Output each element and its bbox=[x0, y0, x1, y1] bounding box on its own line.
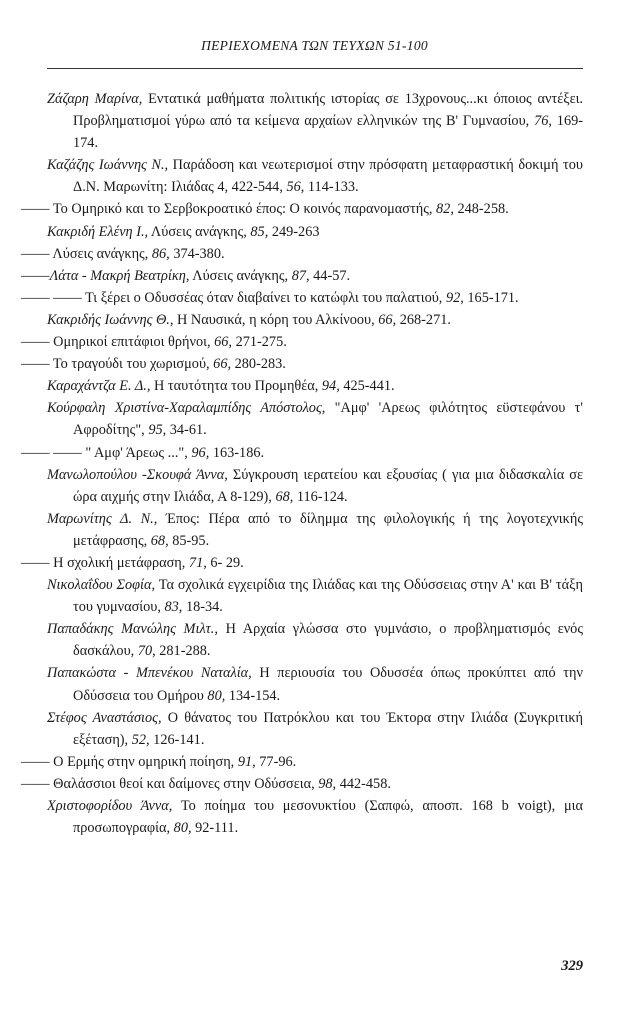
entry-pages: 134-154. bbox=[225, 687, 281, 704]
entry-issue: 70, bbox=[137, 643, 156, 660]
index-entry bbox=[47, 795, 583, 839]
index-entry bbox=[47, 618, 583, 662]
entry-title: Λύσεις ανάγκης, bbox=[49, 245, 152, 262]
entry-issue: 76, bbox=[534, 113, 552, 130]
entry-issue: 80, bbox=[207, 687, 226, 704]
header-rule bbox=[47, 68, 583, 69]
index-entry bbox=[47, 464, 583, 508]
entry-pages: 34-61. bbox=[166, 422, 207, 439]
entry-pages: 165-171. bbox=[463, 289, 519, 306]
index-entry bbox=[47, 221, 583, 243]
entry-title: Εντατικά μαθήματα πολιτικής ιστορίας σε 13χρονους...κι όποιος αντέξει. Προβληματισμοί γύρω από τα κείμενα αρχαίων ελληνικών της Β' Γυμνασίου, bbox=[73, 91, 583, 130]
entry-issue: 92, bbox=[445, 289, 464, 306]
entry-pages: 114-133. bbox=[304, 179, 359, 196]
entry-author: Καραχάντζα Ε. Δ., bbox=[47, 378, 151, 395]
index-entry bbox=[21, 243, 583, 265]
index-entries bbox=[21, 88, 584, 839]
index-entry bbox=[21, 331, 583, 353]
entry-title: Το Ομηρικό και το Σερβοκροατικό έπος: Ο κοινός παρανομαστής, bbox=[49, 201, 437, 218]
entry-issue: 68, bbox=[150, 532, 169, 549]
entry-title: Το τραγούδι του χωρισμού, bbox=[49, 356, 214, 373]
entry-title: Η περιουσία του Οδυσσέα όπως προκύπτει από την Οδύσσεια του Ομήρου bbox=[73, 665, 583, 704]
entry-issue: 56, bbox=[286, 179, 305, 196]
entry-author: Κακριδής Ιωάννης Θ., bbox=[47, 311, 174, 328]
entry-title: Η σχολική μετάφραση, bbox=[49, 554, 189, 571]
repeat-author-dash: —— bbox=[21, 201, 50, 218]
entry-pages: 271-275. bbox=[232, 334, 287, 351]
index-entry bbox=[47, 508, 583, 552]
entry-title: Έπος: Πέρα από το δίλημμα της φιλολογικής ή της λογοτεχνικής μετάφρασης, bbox=[73, 510, 583, 549]
entry-title: Η Ναυσικά, η κόρη του Αλκίνοου, bbox=[173, 311, 379, 328]
entry-title: Ομηρικοί επιτάφιοι θρήνοι, bbox=[49, 334, 215, 351]
index-entry bbox=[47, 88, 583, 154]
entry-pages: 374-380. bbox=[169, 245, 225, 262]
repeat-author-dash: —— bbox=[21, 775, 50, 792]
index-entry bbox=[47, 309, 583, 331]
index-entry bbox=[47, 574, 583, 618]
entry-pages: 85-95. bbox=[168, 532, 210, 549]
entry-title: Ο Ερμής στην ομηρική ποίηση, bbox=[49, 753, 238, 770]
index-entry bbox=[21, 773, 583, 795]
entry-pages: 6- 29. bbox=[206, 554, 244, 571]
entry-issue: 83, bbox=[164, 599, 183, 616]
entry-title: Η ταυτότητα του Προμηθέα, bbox=[150, 378, 322, 395]
repeat-author-dash: —— —— bbox=[21, 289, 82, 306]
entry-issue: 82, bbox=[436, 201, 454, 218]
entry-issue: 86, bbox=[151, 245, 170, 262]
entry-author: Κακριδή Ελένη Ι., bbox=[47, 223, 149, 240]
entry-title: Παράδοση και νεωτερισμοί στην πρόσφατη μεταφραστική δοκιμή του Δ.Ν. Μαρωνίτη: Ιλιάδας 4, 422-544, bbox=[73, 157, 583, 196]
entry-issue: 95, bbox=[148, 422, 167, 439]
entry-pages: 169-174. bbox=[73, 113, 584, 152]
entry-pages: 425-441. bbox=[339, 378, 395, 395]
repeat-author-dash: —— bbox=[21, 356, 50, 373]
entry-pages: 44-57. bbox=[309, 267, 351, 284]
entry-issue: 91, bbox=[237, 753, 256, 770]
entry-pages: 280-283. bbox=[231, 356, 286, 373]
entry-issue: 96, bbox=[191, 444, 210, 461]
index-entry bbox=[21, 751, 583, 773]
entry-pages: 249-263 bbox=[268, 223, 320, 240]
entry-author: Ζάζαρη Μαρίνα, bbox=[47, 91, 143, 107]
entry-pages: 248-258. bbox=[453, 201, 509, 218]
entry-title: Λύσεις ανάγκης, bbox=[148, 223, 251, 240]
entry-title: " Αμφ' Άρεως ...", bbox=[81, 444, 192, 461]
entry-title: Τα σχολικά εγχειρίδια της Ιλιάδας και της Οδύσσειας στην Α' και Β' τάξη του γυμνασίου, bbox=[73, 577, 583, 616]
repeat-author-dash: —— bbox=[21, 245, 50, 262]
entry-issue: 52, bbox=[131, 731, 150, 748]
entry-author: Νικολαΐδου Σοφία, bbox=[47, 577, 156, 594]
entry-issue: 71, bbox=[188, 554, 207, 571]
running-header: ΠΕΡΙΕΧΟΜΕΝΑ ΤΩΝ ΤΕΥΧΩΝ 51-100 bbox=[201, 38, 428, 53]
index-entry bbox=[21, 353, 583, 375]
index-entry bbox=[47, 707, 583, 751]
entry-issue: 68, bbox=[275, 488, 294, 505]
entry-author: Μανωλοπούλου -Σκουφά Άννα, bbox=[47, 466, 228, 483]
entry-title: Λύσεις ανάγκης, bbox=[189, 267, 292, 284]
entry-pages: 126-141. bbox=[149, 731, 205, 748]
repeat-author-dash: —— bbox=[21, 554, 50, 571]
entry-pages: 116-124. bbox=[293, 488, 348, 505]
entry-pages: 281-288. bbox=[155, 643, 211, 660]
repeat-author-dash: —— —— bbox=[21, 444, 82, 461]
entry-title: Η Αρχαία γλώσσα στο γυμνάσιο, ο προβληματισμός ενός δασκάλου, bbox=[73, 621, 583, 660]
entry-issue: 66, bbox=[378, 311, 397, 328]
entry-author: Παπαδάκης Μανώλης Μιλτ., bbox=[47, 621, 218, 638]
entry-issue: 85, bbox=[250, 223, 269, 240]
entry-issue: 66, bbox=[213, 356, 232, 373]
repeat-author-dash: —— bbox=[21, 267, 50, 284]
entry-pages: 92-111. bbox=[191, 820, 239, 837]
entry-issue: 87, bbox=[291, 267, 310, 284]
entry-issue: 94, bbox=[321, 378, 340, 395]
page-number: 329 bbox=[561, 958, 583, 974]
index-entry bbox=[21, 287, 583, 309]
index-entry bbox=[47, 154, 583, 198]
entry-issue: 66, bbox=[214, 334, 232, 351]
entry-author: Λάτα - Μακρή Βεατρίκη, bbox=[49, 267, 190, 284]
entry-issue: 98, bbox=[318, 775, 337, 792]
entry-author: Κούρφαλη Χριστίνα-Χαραλαμπίδης Απόστολος, bbox=[47, 400, 326, 417]
entry-pages: 268-271. bbox=[396, 311, 451, 328]
index-entry bbox=[21, 265, 583, 287]
index-entry bbox=[21, 198, 583, 220]
entry-title: "Αμφ' 'Αρεως φιλότητος εϋστεφάνου τ' Αφροδίτης", bbox=[73, 400, 583, 439]
entry-author: Στέφος Αναστάσιος, bbox=[47, 709, 162, 726]
index-entry bbox=[47, 397, 583, 441]
entry-author: Μαρωνίτης Δ. Ν., bbox=[47, 510, 158, 527]
entry-author: Παπακώστα - Μπενέκου Ναταλία, bbox=[47, 665, 252, 682]
entry-pages: 77-96. bbox=[255, 753, 297, 770]
entry-title: Θαλάσσιοι θεοί και δαίμονες στην Οδύσσεια, bbox=[49, 775, 319, 792]
entry-pages: 18-34. bbox=[182, 599, 223, 616]
index-entry bbox=[47, 375, 583, 397]
entry-title: Το ποίημα του μεσονυκτίου (Σαπφώ, αποσπ. 168 b voigt), μια προσωπογραφία, bbox=[73, 798, 583, 837]
entry-pages: 442-458. bbox=[336, 775, 391, 792]
entry-pages: 163-186. bbox=[209, 444, 265, 461]
entry-title: Σύγκρουση ιερατείου και εξουσίας ( για μια διδασκαλία σε ώρα αιχμής στην Ιλιάδα, Α 8-129), bbox=[73, 466, 583, 505]
entry-author: Χριστοφορίδου Άννα, bbox=[47, 798, 173, 814]
index-entry bbox=[47, 662, 583, 706]
index-entry bbox=[21, 442, 583, 464]
repeat-author-dash: —— bbox=[21, 334, 50, 351]
repeat-author-dash: —— bbox=[21, 753, 50, 770]
index-entry bbox=[21, 552, 583, 574]
entry-title: Τι ξέρει ο Οδυσσέας όταν διαβαίνει το κατώφλι του παλατιού, bbox=[81, 289, 446, 306]
entry-author: Καζάζης Ιωάννης Ν., bbox=[47, 157, 169, 174]
entry-issue: 80, bbox=[173, 820, 192, 837]
entry-title: Ο θάνατος του Πατρόκλου και του Έκτορα στην Ιλιάδα (Συγκριτική εξέταση), bbox=[73, 709, 583, 748]
